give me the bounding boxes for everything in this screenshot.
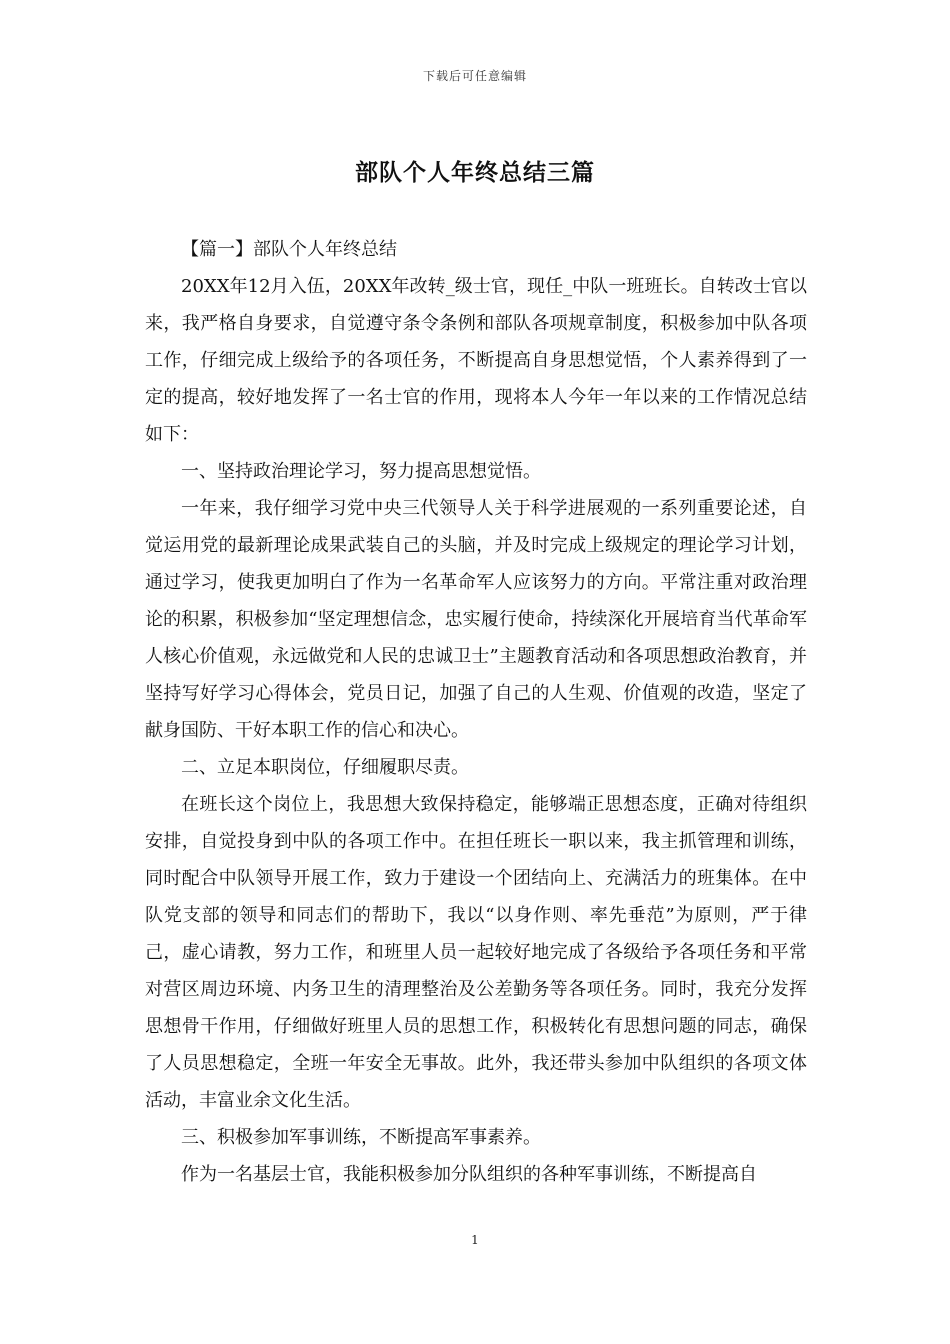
document-title: 部队个人年终总结三篇 [355,160,595,186]
section-heading-3: 三、积极参加军事训练，不断提高军事素养。 [181,1127,541,1148]
body-paragraph-2: 在班长这个岗位上，我思想大致保持稳定，能够端正思想态度，正确对待组织安排，自觉投身到中队的各项工作中。在担任班长一职以来，我主抓管理和训练，同时配合中队领导开展工作，致力于建设一个团结向上、充满活力的班集体。在中队党支部的领导和同志们的帮助下，我以“以身作则、率先垂范”为原则，严于律己，虚心请教，努力工作，和班里人员一起较好地完成了各级给予各项任务和平常对营区周边环境、内务卫生的清理整治及公差勤务等各项任务。同时，我充分发挥思想骨干作用，仔细做好班里人员的思想工作，积极转化有思想问题的同志，确保了人员思想稳定，全班一年安全无事故。此外，我还带头参加中队组织的各项文体活动，丰富业余文化生活。 [145,794,807,1111]
page-number: 1 [471,1233,479,1247]
section-heading-1: 一、坚持政治理论学习，努力提高思想觉悟。 [181,461,541,482]
body-paragraph-intro: 20XX年12月入伍，20XX年改转_级士官，现任_中队一班班长。自转改士官以来，我严格自身要求，自觉遵守条令条例和部队各项规章制度，积极参加中队各项工作，仔细完成上级给予的各项任务，不断提高自身思想觉悟，个人素养得到了一定的提高，较好地发挥了一名士官的作用，现将本人今年一年以来的工作情况总结如下： [145,276,807,445]
section-heading-part-one: 【篇一】部队个人年终总结 [181,239,397,260]
body-paragraph-1: 一年来，我仔细学习党中央三代领导人关于科学进展观的一系列重要论述，自觉运用党的最新理论成果武装自己的头脑，并及时完成上级规定的理论学习计划，通过学习，使我更加明白了作为一名革命军人应该努力的方向。平常注重对政治理论的积累，积极参加“坚定理想信念，忠实履行使命，持续深化开展培育当代革命军人核心价值观，永远做党和人民的忠诚卫士”主题教育活动和各项思想政治教育，并坚持写好学习心得体会，党员日记，加强了自己的人生观、价值观的改造，坚定了献身国防、干好本职工作的信心和决心。 [145,498,807,741]
section-heading-2: 二、立足本职岗位，仔细履职尽责。 [181,757,469,778]
document-body [145,231,807,1193]
body-paragraph-3: 作为一名基层士官，我能积极参加分队组织的各种军事训练，不断提高自 [181,1164,757,1185]
header-note: 下载后可任意编辑 [422,69,527,83]
